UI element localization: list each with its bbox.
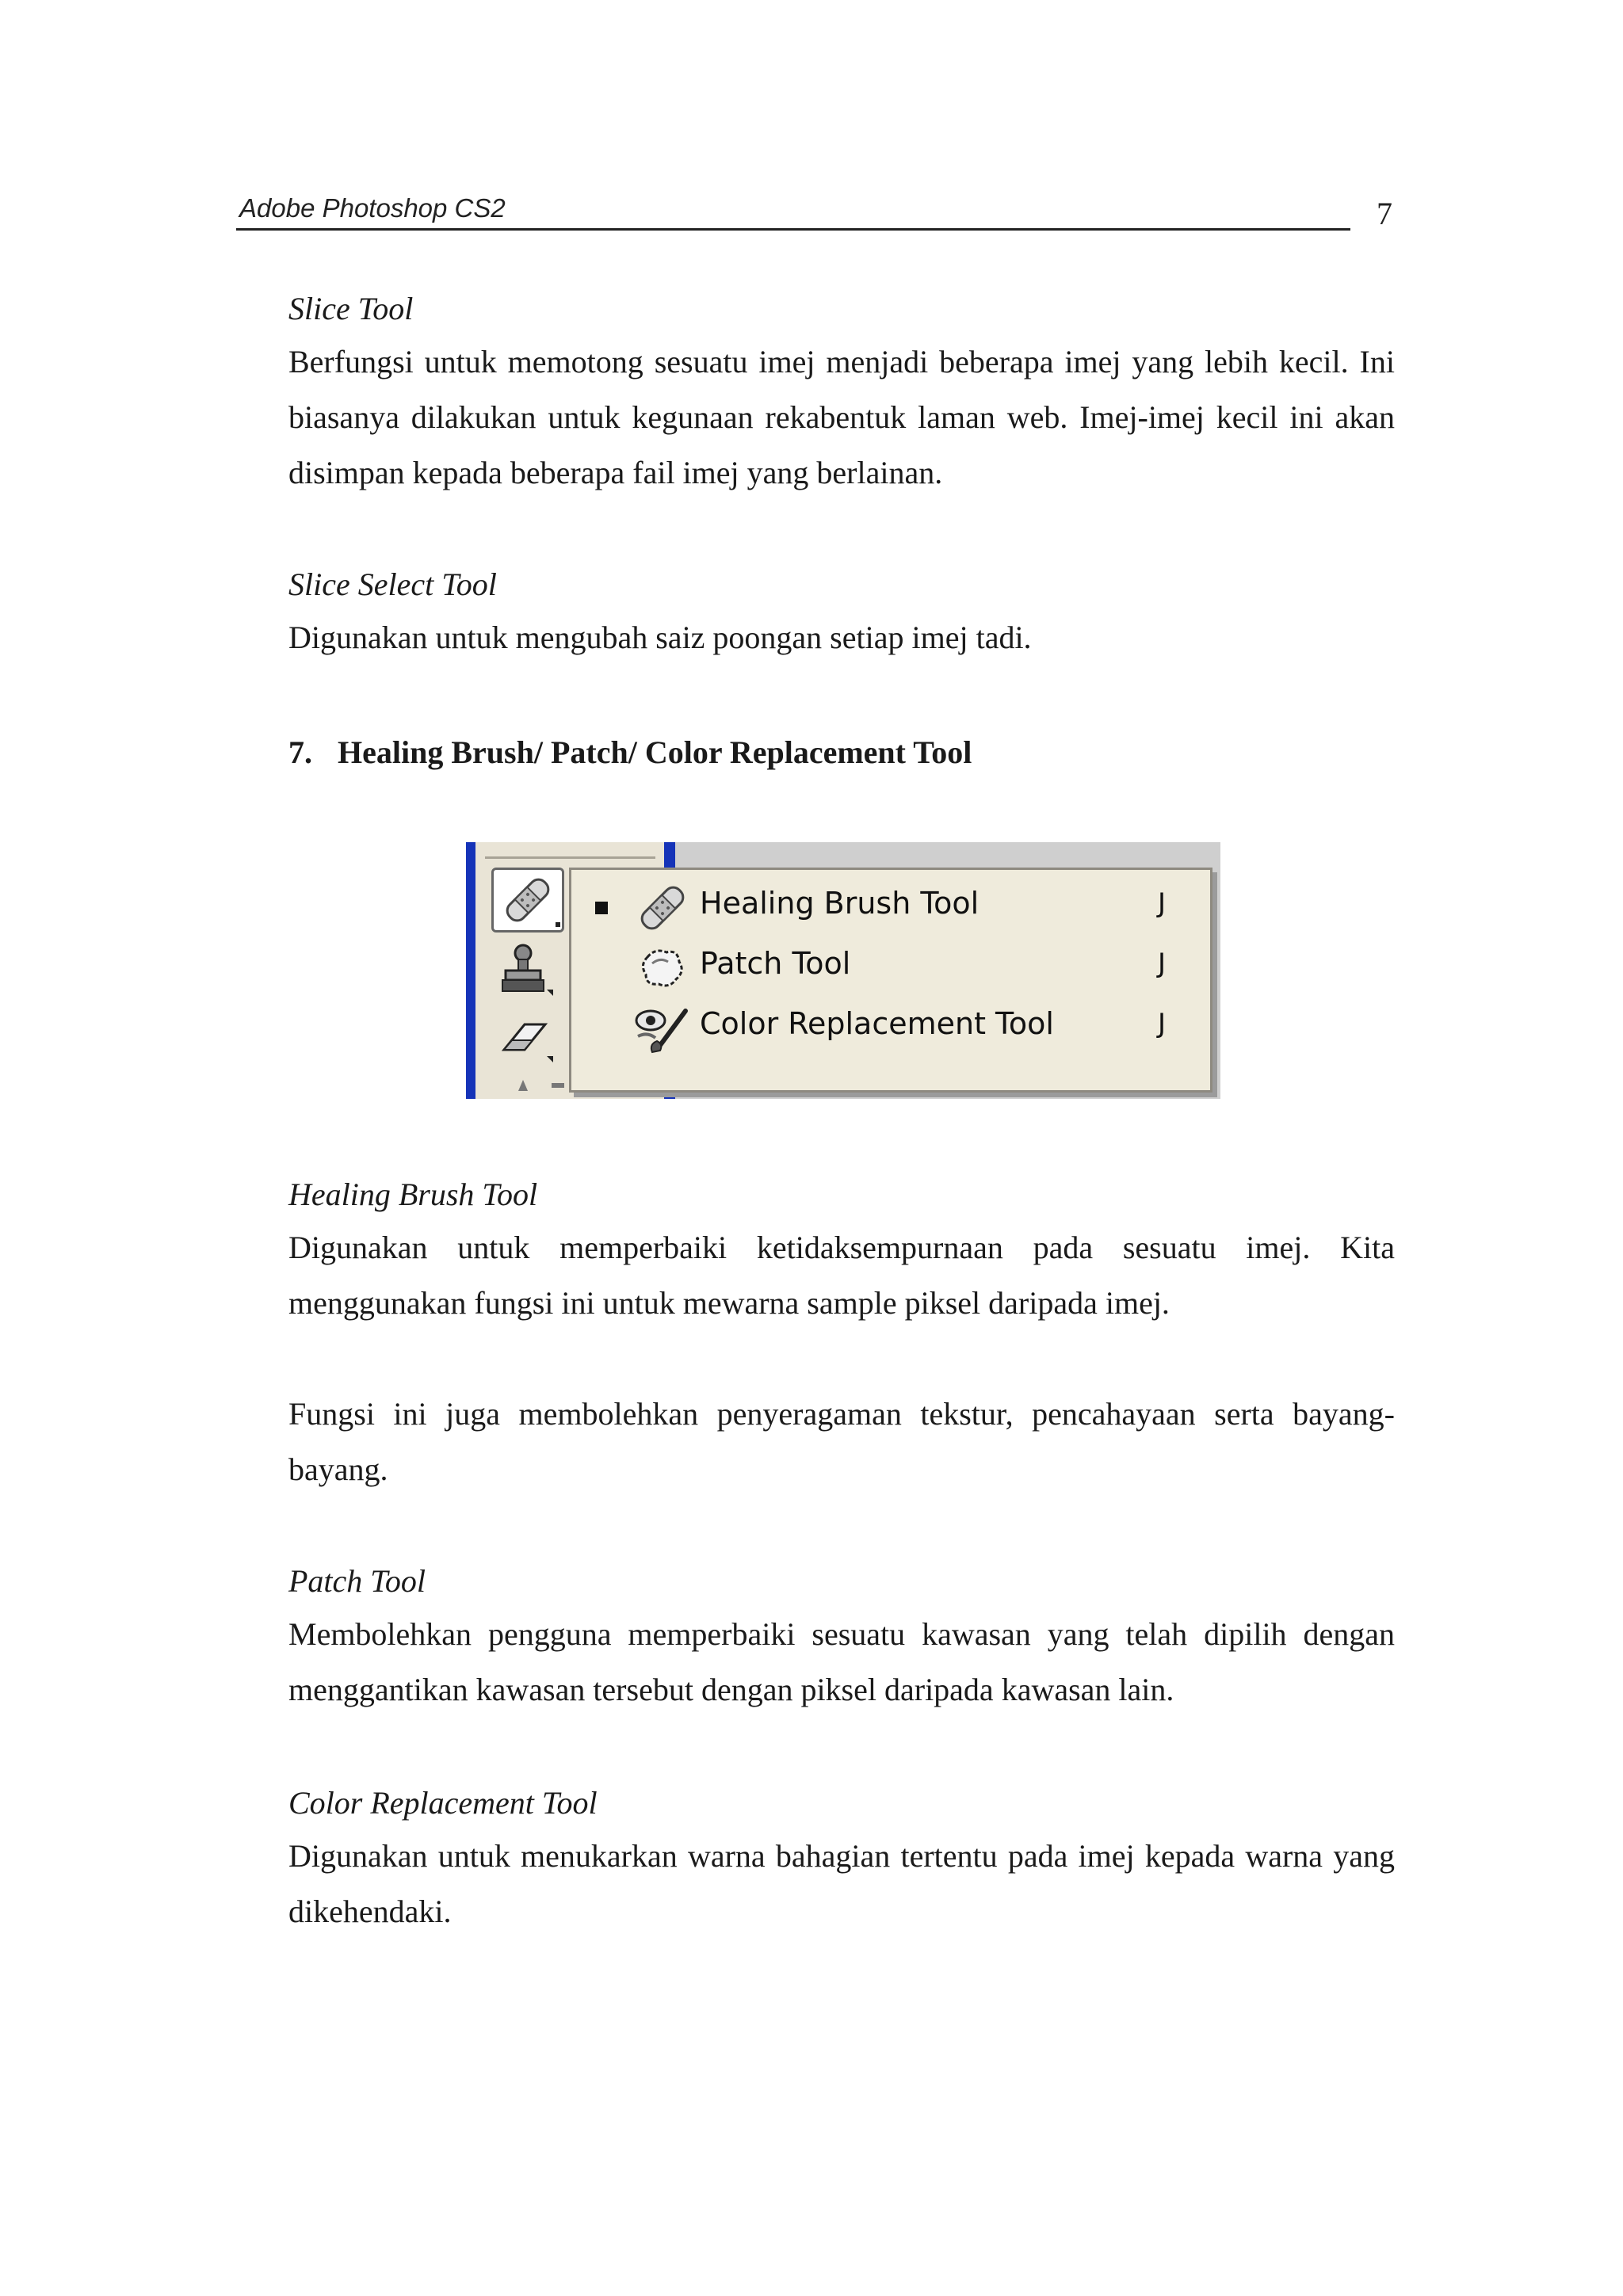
header-title: Adobe Photoshop CS2	[239, 193, 506, 223]
bandage-icon	[632, 879, 693, 936]
patch-icon	[632, 940, 693, 997]
section-title-color-replacement-tool: Color Replacement Tool	[288, 1785, 598, 1821]
menu-item-shortcut: J	[1158, 1008, 1167, 1039]
text-line: menggantikan kawasan tersebut dengan piksel daripada kawasan lain.	[288, 1672, 1174, 1707]
tool-icon	[491, 1072, 564, 1099]
paragraph-color-replacement-tool	[288, 1829, 1395, 1939]
text-line: bayang.	[288, 1451, 388, 1487]
paragraph-slice-tool	[288, 334, 1395, 501]
text-line: Digunakan untuk mengubah saiz poongan setiap imej tadi.	[288, 620, 1032, 655]
text-line: Digunakan untuk menukarkan warna bahagian tertentu pada imej kepada warna yang	[288, 1838, 1395, 1874]
menu-item-color-replacement-tool[interactable]	[571, 998, 1210, 1058]
clone-stamp-icon	[491, 939, 564, 1004]
toolbox-eraser-button[interactable]	[491, 1005, 564, 1070]
paragraph-patch-tool	[288, 1607, 1395, 1718]
color-replacement-brush-icon	[632, 1000, 693, 1057]
text-line: dikehendaki.	[288, 1894, 452, 1929]
menu-item-label: Healing Brush Tool	[700, 886, 980, 921]
eraser-icon	[491, 1005, 564, 1070]
heading-number: 7.	[288, 734, 312, 770]
menu-item-patch-tool[interactable]	[571, 938, 1210, 998]
text-line: biasanya dilakukan untuk kegunaan rekabentuk laman web. Imej-imej kecil ini akan	[288, 399, 1395, 435]
paragraph-slice-select-tool	[288, 610, 1395, 666]
selected-bullet-icon	[595, 902, 608, 914]
menu-item-healing-brush-tool[interactable]	[571, 878, 1210, 938]
section-title-slice-select-tool: Slice Select Tool	[288, 566, 497, 602]
section-title-healing-brush-tool: Healing Brush Tool	[288, 1177, 538, 1212]
text-line: Berfungsi untuk memotong sesuatu imej menjadi beberapa imej yang lebih kecil. Ini	[288, 344, 1395, 379]
text-line: Membolehkan pengguna memperbaiki sesuatu kawasan yang telah dipilih dengan	[288, 1616, 1395, 1652]
tool-flyout-menu	[569, 868, 1212, 1093]
heading-text: Healing Brush/ Patch/ Color Replacement Tool	[338, 734, 972, 770]
menu-item-shortcut: J	[1158, 887, 1167, 919]
text-line: Fungsi ini juga membolehkan penyeragaman tekstur, pencahayaan serta bayang-	[288, 1396, 1395, 1432]
photoshop-tool-flyout-screenshot	[466, 842, 1220, 1099]
text-line: disimpan kepada beberapa fail imej yang berlainan.	[288, 455, 943, 490]
text-line: Digunakan untuk memperbaiki ketidaksempurnaan pada sesuatu imej. Kita	[288, 1230, 1395, 1265]
toolbox-healing-brush-button[interactable]	[491, 868, 564, 933]
running-header	[236, 189, 1350, 231]
window-border	[466, 842, 475, 1099]
toolbox-next-tool-button[interactable]	[491, 1072, 564, 1099]
section-title-patch-tool: Patch Tool	[288, 1563, 426, 1599]
text-line: menggunakan fungsi ini untuk mewarna sample piksel daripada imej.	[288, 1285, 1170, 1321]
menu-item-label: Color Replacement Tool	[700, 1006, 1054, 1041]
paragraph-healing-brush-tool	[288, 1220, 1395, 1331]
section-title-slice-tool: Slice Tool	[288, 291, 414, 326]
page-number: 7	[1377, 196, 1392, 231]
bandage-icon	[494, 870, 562, 930]
paragraph-healing-brush-tool-2	[288, 1386, 1395, 1497]
section-heading-7	[288, 734, 972, 772]
menu-item-label: Patch Tool	[700, 946, 851, 981]
toolbox-clone-stamp-button[interactable]	[491, 939, 564, 1004]
toolbox-divider	[485, 856, 655, 859]
menu-item-shortcut: J	[1158, 948, 1167, 979]
